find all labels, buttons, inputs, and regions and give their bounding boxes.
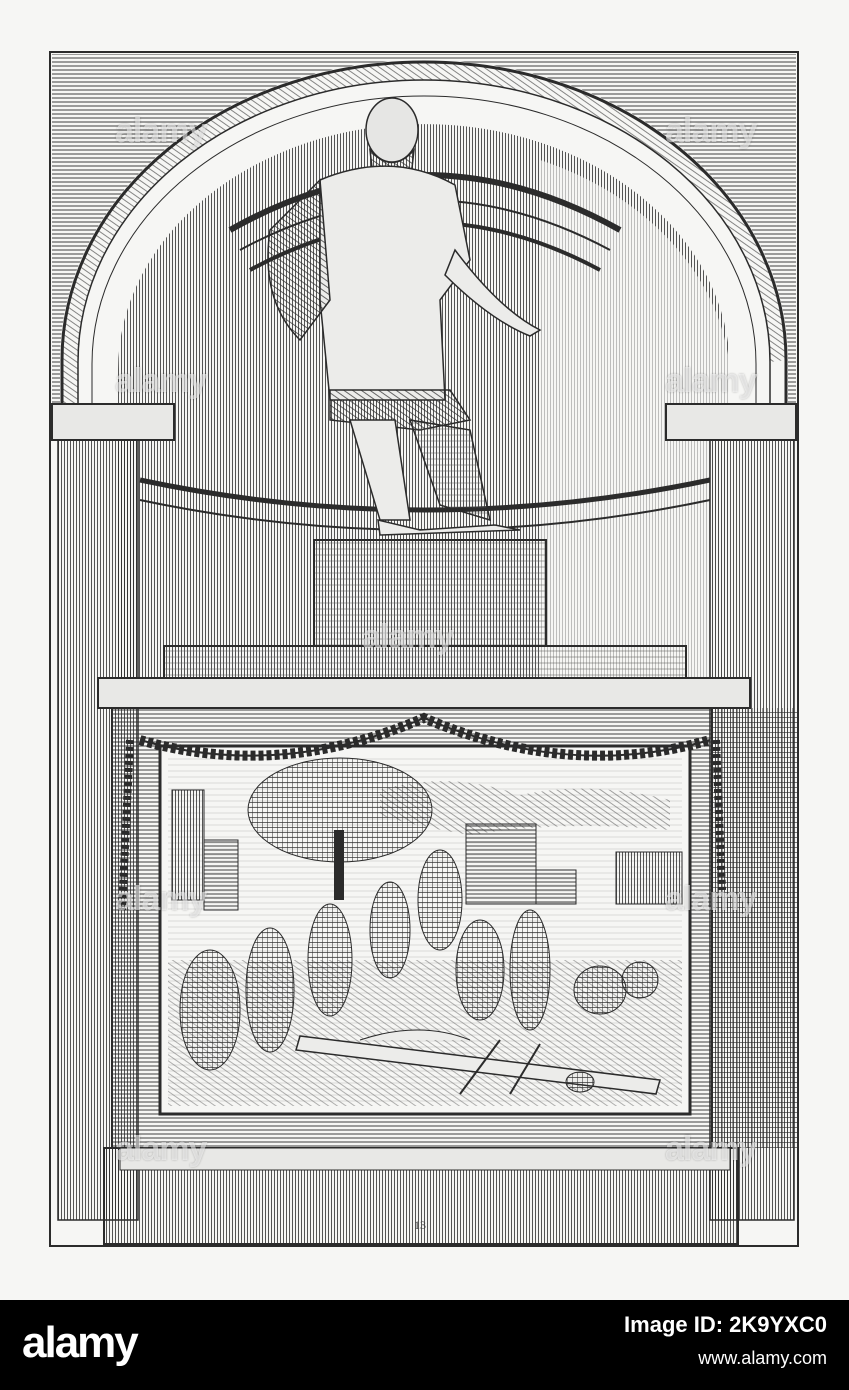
- left-capital: [52, 404, 174, 440]
- watermark-text: alamy: [115, 112, 207, 150]
- page-number: 13: [414, 1218, 426, 1232]
- watermark-text: alamy: [665, 362, 757, 400]
- watermark-text: alamy: [115, 1130, 207, 1168]
- watermark-text: alamy: [665, 880, 757, 918]
- watermark-text: alamy: [665, 1130, 757, 1168]
- pedestal-shadow: [712, 708, 798, 1148]
- right-capital: [666, 404, 796, 440]
- watermark-text: alamy: [115, 362, 207, 400]
- watermark-text: alamy: [115, 880, 207, 918]
- stock-footer: [0, 1300, 849, 1390]
- site-url[interactable]: www.alamy.com: [698, 1348, 827, 1368]
- image-id: Image ID: 2K9YXC0: [624, 1312, 827, 1337]
- watermark-text: alamy: [665, 112, 757, 150]
- watermark-text: alamy: [362, 618, 454, 656]
- alamy-logo[interactable]: alamy: [22, 1318, 137, 1367]
- pedestal-cornice: [98, 678, 750, 708]
